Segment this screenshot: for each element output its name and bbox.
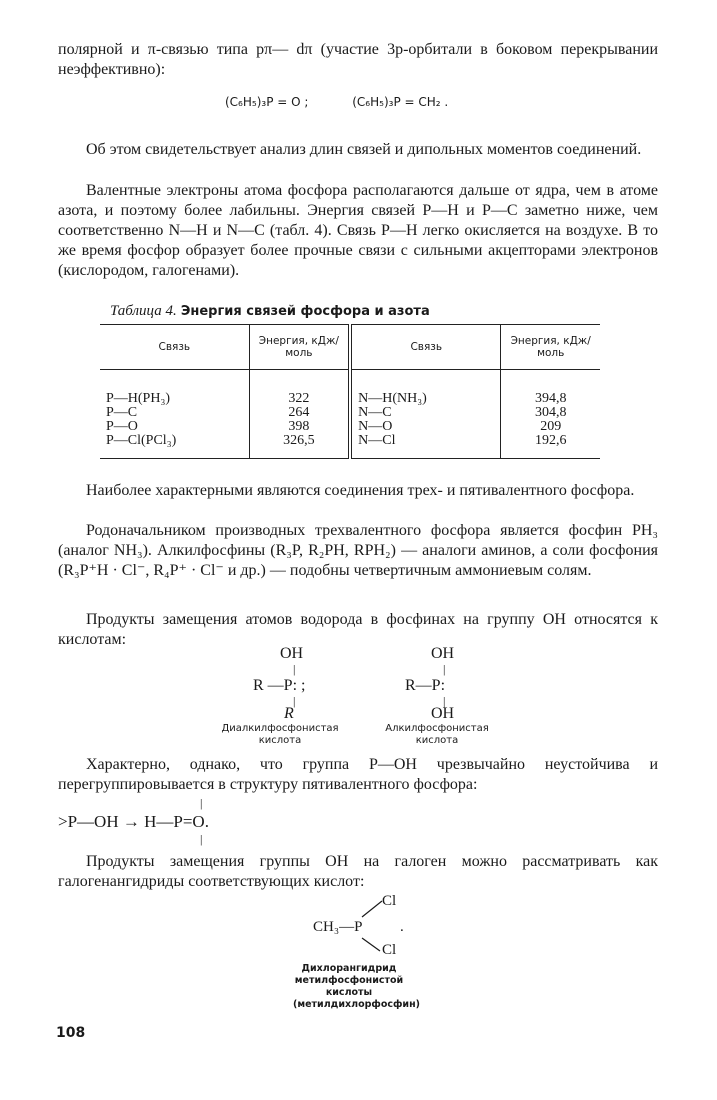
bond-label: N—C [358, 405, 392, 420]
header-bond-left: Связь [100, 325, 249, 370]
table-caption [110, 303, 430, 320]
chloride-cl-bottom: Cl [382, 942, 397, 958]
paragraph-acids: Продукты замещения атомов водорода в фосфинах на группу OH относятся к кислотам: [58, 611, 658, 648]
energy-value: 304,8 [534, 405, 567, 420]
chloride-cl-top: Cl [382, 893, 397, 909]
paragraph-rearrangement: Характерно, однако, что группа P—OH чрезвычайно неустойчива и перегруппировывается в структуру пятивалентного фосфора: [58, 756, 658, 793]
structure-left-oh: OH [280, 645, 304, 662]
bond-label: N—O [358, 419, 393, 434]
bond-to-cl-top [362, 901, 382, 917]
bond-to-cl-bottom [362, 938, 380, 951]
bond-label: P—O [106, 419, 138, 434]
energy-value: 322 [288, 391, 310, 406]
structure-right-oh: OH [431, 645, 455, 662]
structure-left-label: Диалкилфосфонистая кислота [221, 723, 339, 746]
energy-value: 326,5 [283, 433, 315, 448]
formula-ylide: (C₆H₅)₃P = CH₂ . [352, 95, 449, 109]
left-bonds-cell [100, 370, 249, 459]
bond-line: | [443, 694, 446, 708]
bond-line: | [293, 662, 296, 676]
bond-label: P—Cl(PCl₃) [106, 433, 177, 448]
left-values-cell [249, 370, 350, 459]
header-energy-right: Энергия, кДж/моль [501, 325, 600, 370]
chloride-dot: . [400, 919, 404, 935]
chloride-label: Дихлорангидрид метилфосфонистой кислоты (метилдихлорфосфин) [293, 963, 420, 1010]
paragraph-valence-electrons: Валентные электроны атома фосфора располагаются дальше от ядра, чем в атоме азота, и поэтому более лабильны. Энергия связей P—H и P—C заметно ниже, чем соответственно N—H и N—C (табл. 4). Связь P—H легко окисляется на воздухе. В то же время фосфор образует более прочные связи с сильными акцепторами электронов (кислородом, галогенами). [58, 182, 658, 279]
bond-energy-table [100, 324, 600, 459]
chloride-core: CH₃—P [313, 919, 363, 935]
energy-value: 192,6 [534, 433, 567, 448]
table-caption-text: Энергия связей фосфора и азота [180, 304, 430, 319]
table-row [100, 370, 600, 459]
energy-value: 394,8 [534, 391, 567, 406]
bond-line: | [200, 796, 203, 810]
structure-left-r: R [284, 705, 294, 722]
paragraph-halides: Продукты замещения группы OH на галоген можно рассматривать как галогенангидриды соответствующих кислот: [58, 853, 658, 890]
paragraph-phosphine: Родоначальником производных трехвалентного фосфора является фосфин PH₃ (аналог NH₃). Алкилфосфины (R₃P, R₂PH, RPH₂) — аналоги аминов, а соли фосфония (R₃P⁺H · Cl⁻, R₄P⁺ · Cl⁻ и др.) — подобны четвертичным аммониевым солям. [58, 522, 658, 579]
bond-line: | [443, 662, 446, 676]
bond-line: | [200, 832, 203, 846]
right-bonds-cell [350, 370, 501, 459]
page-number: 108 [56, 1025, 86, 1041]
intro-paragraph: полярной и π-связью типа pπ— dπ (участие 3p-орбитали в боковом перекрывании неэффективно): [58, 41, 658, 78]
bond-line: | [293, 694, 296, 708]
right-values-cell [501, 370, 600, 459]
bond-label: N—H(NH₃) [358, 391, 427, 406]
table-caption-label: Таблица 4. [110, 303, 177, 319]
header-energy-left: Энергия, кДж/моль [249, 325, 350, 370]
phosphorus-ylide-formulas [225, 95, 488, 109]
energy-value: 209 [540, 419, 562, 434]
rearrangement-equation: >P—OH → H—P=O. [58, 812, 209, 831]
table-header-row [100, 325, 600, 370]
paragraph-bond-analysis: Об этом свидетельствует анализ длин связей и дипольных моментов соединений. [86, 141, 642, 158]
bond-label: P—C [106, 405, 138, 420]
paragraph-valence-types: Наиболее характерными являются соединения трех- и пятивалентного фосфора. [86, 482, 635, 499]
formula-phosphine-oxide: (C₆H₅)₃P = O ; [225, 95, 309, 109]
bond-label: N—Cl [358, 433, 396, 448]
structure-right-label: Алкилфосфонистая кислота [385, 723, 489, 746]
structure-right-oh2: OH [431, 705, 455, 722]
bond-label: P—H(PH₃) [106, 391, 170, 406]
energy-value: 264 [288, 405, 310, 420]
header-bond-right: Связь [350, 325, 501, 370]
energy-value: 398 [288, 419, 310, 434]
structure-left-core: R —P: ; [253, 677, 306, 694]
structure-right-core: R—P: [405, 677, 446, 694]
